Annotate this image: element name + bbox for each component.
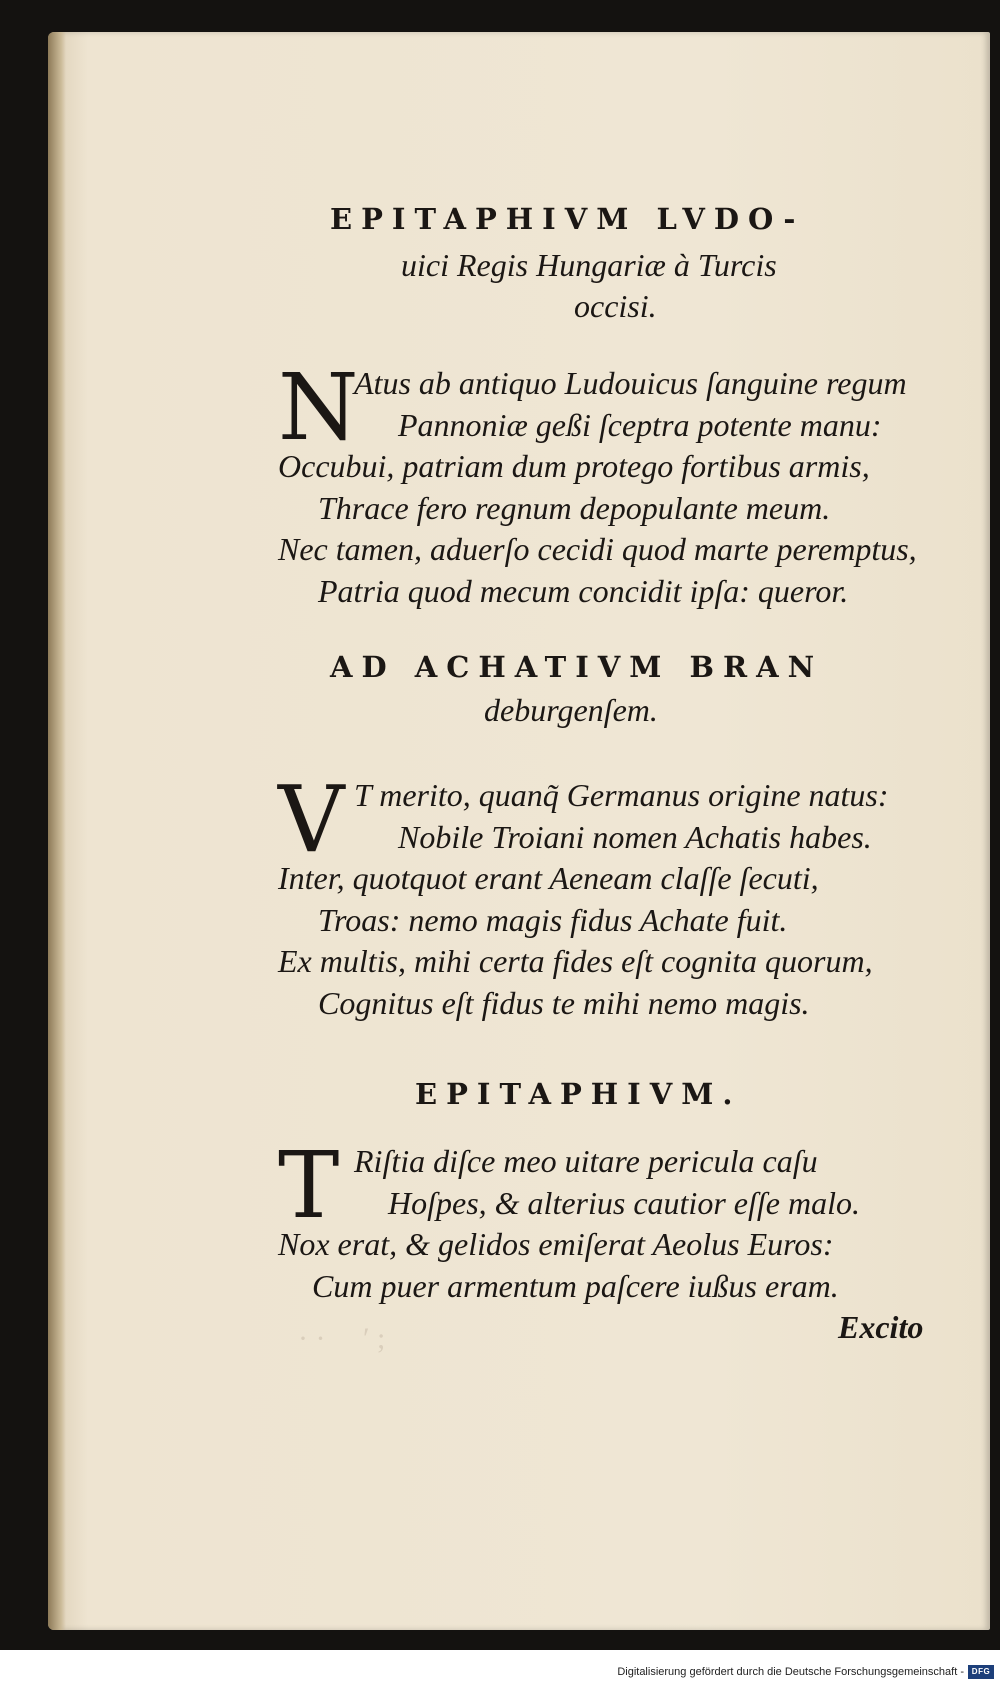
verse-line: Troas: nemo magis fidus Achate fuit.: [318, 902, 788, 938]
verse-line: Nox erat, & gelidos emiſerat Aeolus Euros:: [278, 1226, 834, 1262]
verse-line: Ex multis, mihi certa fides eſt cognita quorum,: [278, 943, 873, 979]
heading-epitaphium-ludouici: EPITAPHIVM LVDO-: [330, 202, 805, 236]
verse-line: Cum puer armentum paſcere iußus eram.: [312, 1268, 839, 1304]
heading-subtitle: uici Regis Hungariæ à Turcis: [401, 247, 777, 283]
heading-subtitle: deburgenſem.: [484, 692, 658, 728]
heading-subtitle-end: occisi.: [574, 288, 657, 324]
digitization-footer: [0, 1650, 1000, 1694]
drop-cap-initial: T: [278, 1132, 340, 1239]
heading-epitaphium: EPITAPHIVM.: [415, 1077, 742, 1111]
verse-line: Atus ab antiquo Ludouicus ſanguine regum: [354, 365, 907, 401]
drop-cap-initial: N: [278, 354, 359, 461]
drop-cap-initial: V: [278, 766, 345, 873]
book-page: [48, 32, 990, 1630]
funding-notice: Digitalisierung gefördert durch die Deutsche Forschungsgemeinschaft -: [617, 1666, 964, 1678]
dfg-logo-icon: DFG: [968, 1665, 994, 1679]
verse-line: T merito, quanq̃ Germanus origine natus:: [354, 777, 889, 813]
verse-line: Riſtia diſce meo uitare pericula caſu: [354, 1143, 818, 1179]
catchword: Excito: [838, 1309, 924, 1345]
page-text: [48, 32, 990, 1630]
verse-line: Thrace fero regnum depopulante meum.: [318, 490, 831, 526]
bleed-through-mark: · · ʹ ;: [298, 1322, 386, 1355]
verse-line: Occubui, patriam dum protego fortibus armis,: [278, 448, 870, 484]
heading-ad-achatium: AD ACHATIVM BRAN: [330, 650, 824, 684]
verse-line: Nobile Troiani nomen Achatis habes.: [398, 819, 872, 855]
verse-line: Pannoniæ geßi ſceptra potente manu:: [398, 407, 882, 443]
verse-line: Hoſpes, & alterius cautior eſſe malo.: [388, 1185, 860, 1221]
verse-line: Patria quod mecum concidit ipſa: queror.: [318, 573, 849, 609]
verse-line: Nec tamen, aduerſo cecidi quod marte peremptus,: [278, 531, 917, 567]
verse-line: Cognitus eſt fidus te mihi nemo magis.: [318, 985, 810, 1021]
verse-line: Inter, quotquot erant Aeneam claſſe ſecuti,: [278, 860, 819, 896]
